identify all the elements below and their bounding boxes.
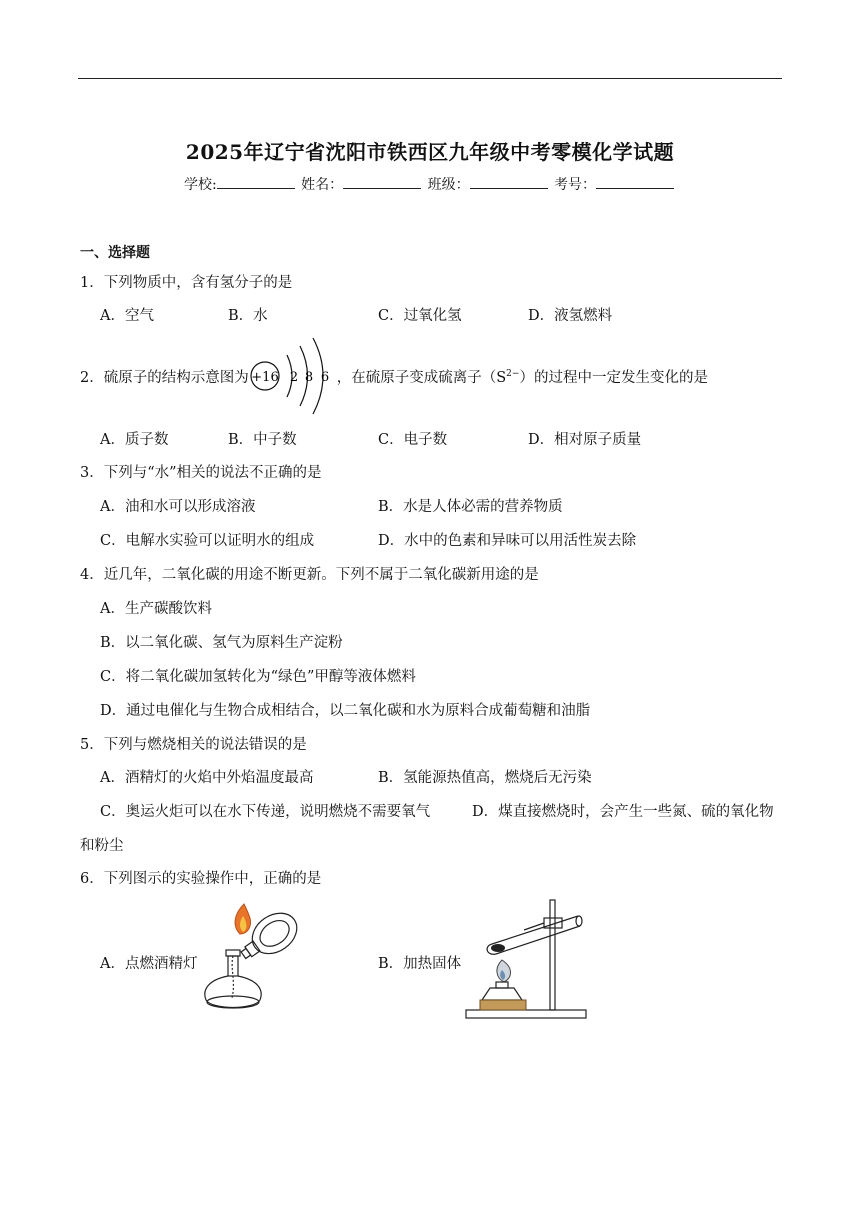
q4-option-a[interactable]: A．生产碳酸饮料 [100, 601, 212, 617]
school-label: 学校: [183, 177, 217, 193]
section-title: 一、选择题 [80, 245, 150, 261]
q5-option-b[interactable]: B．氢能源热值高，燃烧后无污染 [378, 770, 592, 786]
header-rule [78, 78, 782, 79]
exam-number-label: 考号： [554, 177, 597, 193]
q2-option-b[interactable]: B．中子数 [228, 432, 297, 448]
q5-option-d[interactable]: D．煤直接燃烧时，会产生一些氮、硫的氧化物 [472, 804, 774, 820]
q2-stem-after: ，在硫原子变成硫离子（ [336, 370, 497, 386]
q6-option-b[interactable]: B．加热固体 [378, 956, 462, 972]
school-blank[interactable] [217, 174, 295, 189]
q2-option-d[interactable]: D．相对原子质量 [528, 432, 642, 448]
q5-option-d-continued: 和粉尘 [80, 838, 124, 854]
nucleus-charge: +16 [251, 370, 279, 385]
exam-number-blank[interactable] [596, 174, 674, 189]
question-4-stem: 4．近几年，二氧化碳的用途不断更新。下列不属于二氧化碳新用途的是 [80, 567, 539, 583]
student-info-line [0, 174, 860, 194]
q1-option-c[interactable]: C．过氧化氢 [378, 308, 462, 324]
q1-option-b[interactable]: B．水 [228, 308, 268, 324]
sulfur-atom-diagram-icon [249, 333, 337, 419]
q5-option-a[interactable]: A．酒精灯的火焰中外焰温度最高 [100, 770, 314, 786]
q4-option-d[interactable]: D．通过电催化与生物合成相结合，以二氧化碳和水为原料合成葡萄糖和油脂 [100, 703, 591, 719]
question-2-stem [80, 366, 708, 387]
shell-1-electrons: 2 [289, 370, 298, 385]
q5-option-c[interactable]: C．奥运火炬可以在水下传递，说明燃烧不需要氧气 [100, 804, 431, 820]
q4-option-b[interactable]: B．以二氧化碳、氢气为原料生产淀粉 [100, 635, 343, 651]
sulfide-ion-charge: 2− [506, 369, 520, 380]
shell-3-electrons: 6 [320, 370, 329, 385]
q1-option-d[interactable]: D．液氢燃料 [528, 308, 613, 324]
q2-stem-end: ）的过程中一定发生变化的是 [519, 370, 708, 386]
page-title: 2025年辽宁省沈阳市铁西区九年级中考零模化学试题 [185, 140, 675, 164]
question-6-stem: 6．下列图示的实验操作中，正确的是 [80, 871, 322, 887]
class-label: 班级： [427, 177, 470, 193]
q2-stem-before: 2．硫原子的结构示意图为 [80, 370, 249, 386]
class-blank[interactable] [470, 174, 548, 189]
q3-option-d[interactable]: D．水中的色素和异味可以用活性炭去除 [378, 533, 637, 549]
shell-2-electrons: 8 [304, 370, 313, 385]
question-3-stem: 3．下列与“水”相关的说法不正确的是 [80, 465, 322, 481]
q3-option-b[interactable]: B．水是人体必需的营养物质 [378, 499, 563, 515]
name-blank[interactable] [343, 174, 421, 189]
q3-option-c[interactable]: C．电解水实验可以证明水的组成 [100, 533, 315, 549]
alcohol-lamp-lighting-icon [198, 898, 310, 1018]
q4-option-c[interactable]: C．将二氧化碳加氢转化为“绿色”甲醇等液体燃料 [100, 669, 416, 685]
q2-option-a[interactable]: A．质子数 [100, 432, 169, 448]
name-label: 姓名： [301, 177, 344, 193]
question-1-stem: 1．下列物质中，含有氢分子的是 [80, 275, 293, 291]
sulfide-ion-symbol: S [496, 370, 507, 386]
q6-option-a[interactable]: A．点燃酒精灯 [100, 956, 198, 972]
heating-solid-apparatus-icon [464, 896, 588, 1026]
q3-option-a[interactable]: A．油和水可以形成溶液 [100, 499, 256, 515]
q1-option-a[interactable]: A．空气 [100, 308, 154, 324]
question-5-stem: 5．下列与燃烧相关的说法错误的是 [80, 737, 307, 753]
q2-option-c[interactable]: C．电子数 [378, 432, 448, 448]
